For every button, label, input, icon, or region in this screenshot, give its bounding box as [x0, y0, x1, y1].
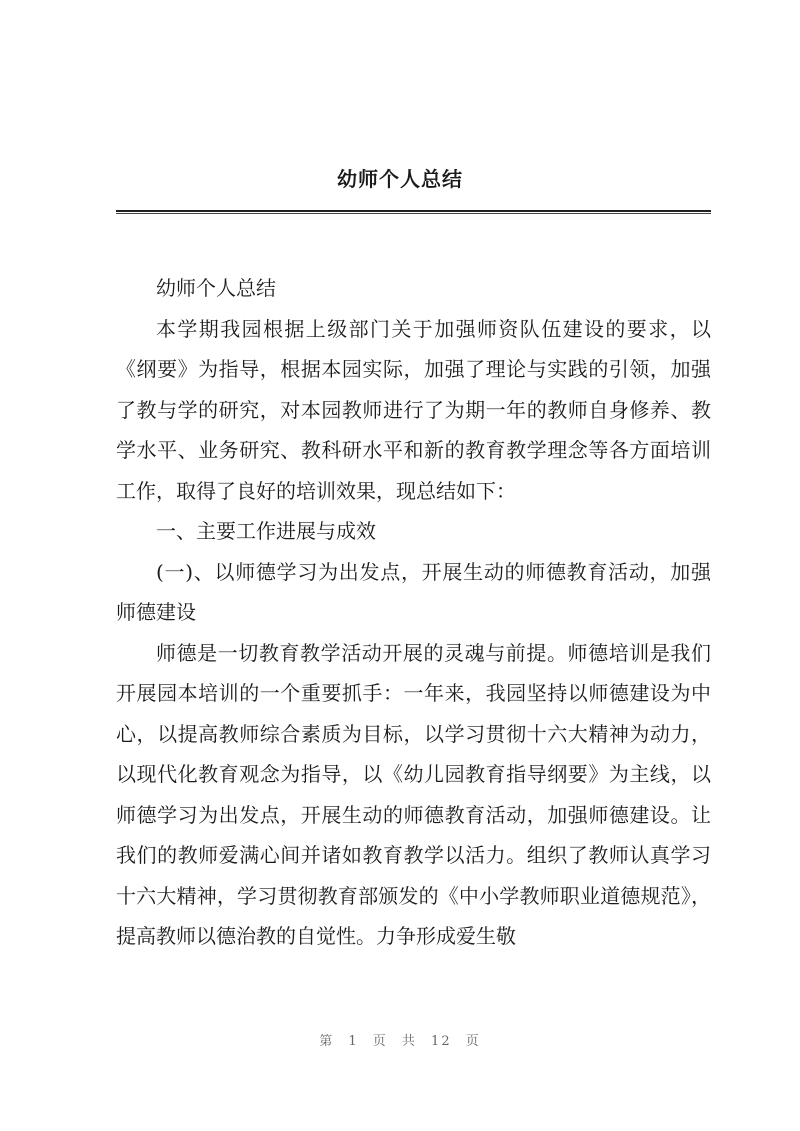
page-title: 幼师个人总结	[337, 167, 463, 191]
paragraph-intro: 本学期我园根据上级部门关于加强师资队伍建设的要求，以《纲要》为指导，根据本园实际，加强了理论与实践的引领，加强了教与学的研究，对本园教师进行了为期一年的教师自身修养、教学水平、业务研究、教科研水平和新的教育教学理念等各方面培训工作，取得了良好的培训效果，现总结如下：	[116, 316, 711, 503]
section-heading: 一、主要工作进展与成效	[156, 519, 376, 543]
page-number-footer: 第 1 页 共 12 页	[319, 1034, 481, 1049]
subsection-heading: (一)、以师德学习为出发点，开展生动的师德教育活动，加强师德建设	[116, 559, 711, 624]
paragraph-heading: 幼师个人总结	[156, 276, 276, 300]
paragraph-body: 师德是一切教育教学活动开展的灵魂与前提。师德培训是我们开展园本培训的一个重要抓手：一年来，我园坚持以师德建设为中心，以提高教师综合素质为目标，以学习贯彻十六大精神为动力，以现代化教育观念为指导，以《幼儿园教育指导纲要》为主线，以师德学习为出发点，开展生动的师德教育活动，加强师德建设。让我们的教师爱满心间并诸如教育教学以活力。组织了教师认真学习十六大精神，学习贯彻教育部颁发的《中小学教师职业道德规范》，提高教师以德治教的自觉性。力争形成爱生敬	[116, 640, 711, 948]
title-divider	[116, 210, 711, 214]
document-body	[116, 268, 711, 957]
